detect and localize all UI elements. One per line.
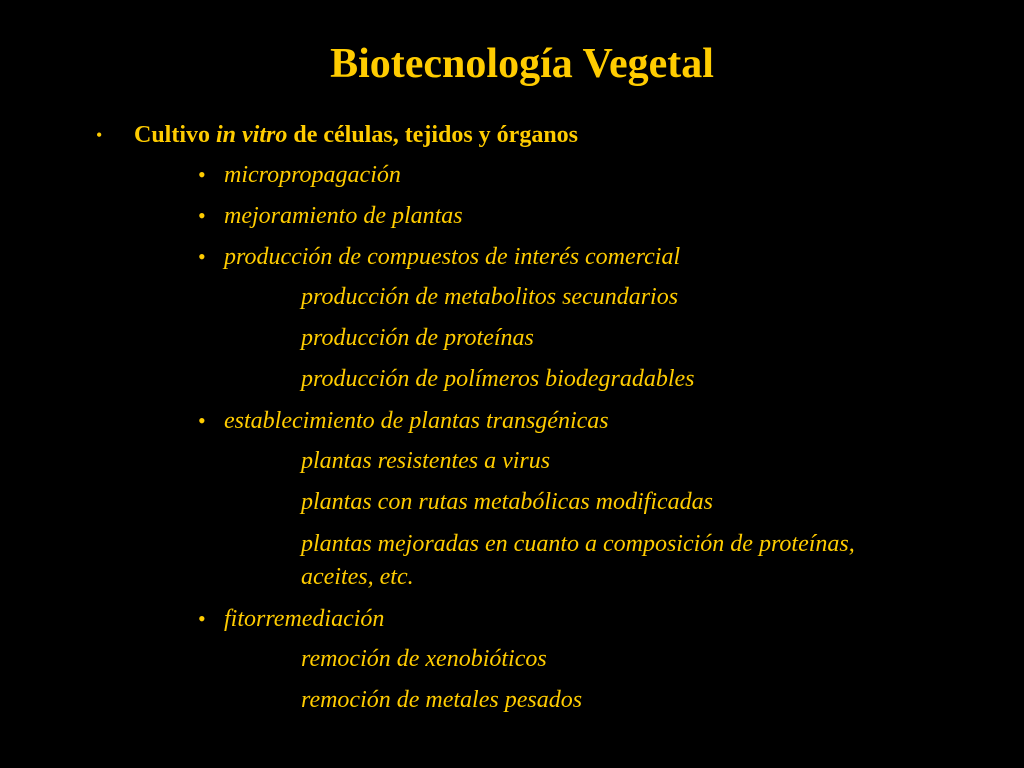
bullet-icon: • [198,203,206,228]
sub-item-proteinas: producción de proteínas [301,325,534,351]
bullet-icon: • [198,408,206,433]
list-item-label: micropropagación [224,162,401,188]
list-item-produccion [198,240,680,274]
slide-title: Biotecnología Vegetal [330,41,714,87]
list-item-micropropagacion [198,158,401,192]
sub-item-metales: remoción de metales pesados [301,687,583,713]
main-bullet-pre: Cultivo [134,122,217,148]
list-item-label: establecimiento de plantas transgénicas [224,408,609,434]
list-item-label: fitorremediación [224,606,385,632]
bullet-icon: • [198,606,206,631]
list-item-mejoramiento [198,199,463,233]
list-item-fitorremediacion [198,602,384,636]
main-bullet-post: de células, tejidos y órganos [287,122,579,148]
bullet-icon: • [198,244,206,269]
main-bullet-italic: in vitro [216,122,288,148]
list-item-label: producción de compuestos de interés comercial [224,244,681,270]
sub-item-metabolitos: producción de metabolitos secundarios [301,284,679,310]
list-item-label: mejoramiento de plantas [224,203,463,229]
sub-item-mejoradas: plantas mejoradas en cuanto a composición de proteínas, aceites, etc. [301,531,855,590]
sub-item-polimeros: producción de polímeros biodegradables [301,366,695,392]
bullet-icon: • [96,125,103,145]
bullet-icon: • [198,162,206,187]
sub-item-resistentes: plantas resistentes a virus [301,448,551,474]
main-bullet-text [134,117,578,153]
list-item-transgenicas [198,404,609,438]
sub-item-rutas: plantas con rutas metabólicas modificadas [301,489,713,515]
sub-item-xenobioticos: remoción de xenobióticos [301,646,547,672]
